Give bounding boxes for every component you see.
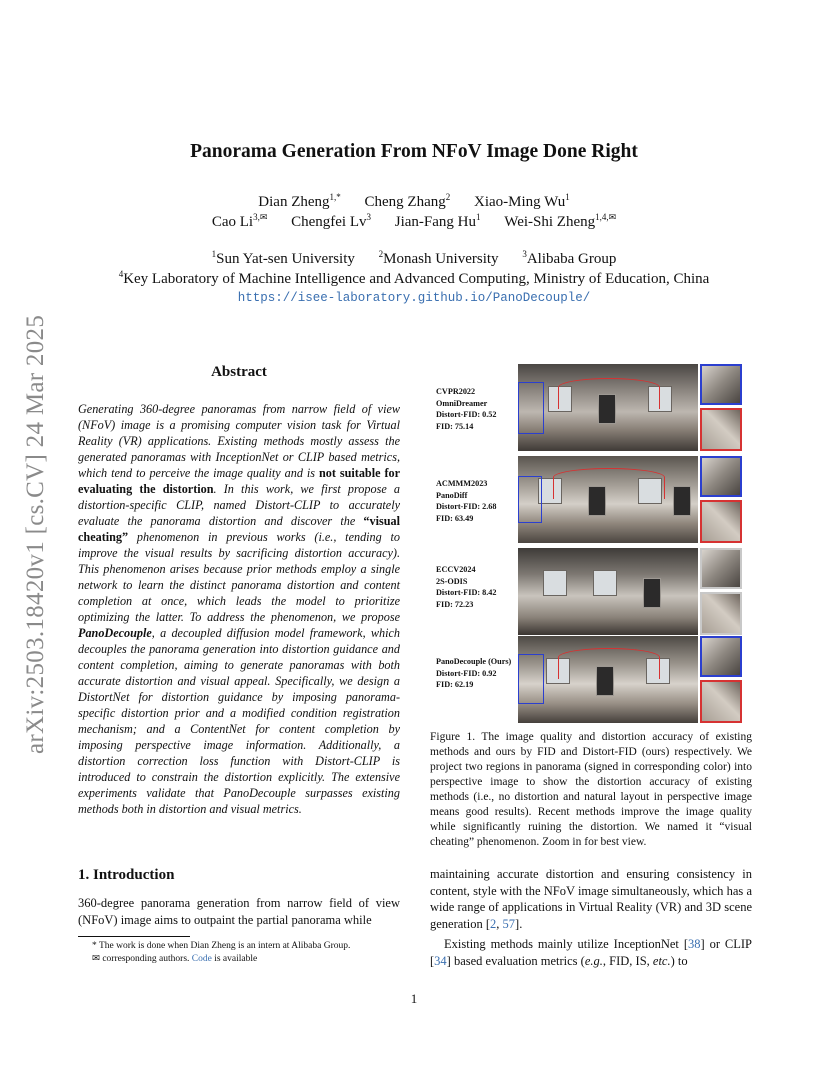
figure-1 bbox=[430, 364, 752, 724]
figure-row-label: PanoDecouple (Ours) Distort-FID: 0.92 FID: 62.19 bbox=[436, 657, 512, 689]
author: Dian Zheng$^{1,*}$ bbox=[258, 192, 341, 210]
footnotes bbox=[92, 940, 402, 965]
footnote-intern: * The work is done when Dian Zheng is an intern at Alibaba Group. bbox=[92, 941, 351, 951]
affiliation-line-1 bbox=[0, 251, 828, 268]
arxiv-watermark: arXiv:2503.18420v1 [cs.CV] 24 Mar 2025 bbox=[22, 314, 49, 754]
citation-link[interactable]: 34 bbox=[434, 953, 447, 968]
figure-row-label: CVPR2022 OmniDreamer Distort-FID: 0.52 FID: 75.14 bbox=[436, 387, 497, 431]
author: Xiao-Ming Wu$^1$ bbox=[474, 192, 570, 210]
panorama-image bbox=[518, 636, 698, 723]
perspective-view-blue bbox=[700, 456, 742, 497]
author: Cao $Li^{3,✉}$ bbox=[211, 212, 268, 230]
author: Jian-Fang Hu$^1$ bbox=[394, 212, 481, 230]
paper-title: Panorama Generation From NFoV Image Done Right bbox=[190, 141, 638, 162]
footnote-corresponding: ✉ corresponding authors. Code is available bbox=[92, 953, 258, 964]
code-link[interactable]: Code bbox=[191, 953, 212, 964]
author: Wei-Shi Zheng$^{1,4,✉}$ bbox=[504, 212, 617, 230]
figure-row bbox=[430, 548, 752, 635]
abstract-text: Generating 360-degree panoramas from narrow field of view (NFoV) image is a promising computer vision task for Virtual Reality (VR) applications. Existing methods mostly assess the generated panoramas with InceptionNet or CLIP based metrics, which tend to perceive the image quality and is not suitable for evaluating the distortion. In this work, we first propose a distortion-specific CLIP, named Distort-CLIP to accurately evaluate the panorama distortion and discover the “visual cheating” phenomenon in previous works (i.e., tending to improve the visual results by sacrificing distortion accuracy). This phenomenon arises because prior methods employ a single network to learn the distinct panorama distortion and content completion at once, which leads the model to prioritize optimizing the latter. To address the phenomenon, we propose PanoDecouple, a decoupled diffusion model framework, which decouples the panorama generation into distortion guidance and content completion, aiming to generate panoramas with both accurate distortion and visual appeal. Specifically, we design a DistortNet for distortion guidance by imposing panorama-specific distortion prior and a modified condition registration mechanism; and a ContentNet for content completion by imposing perspective image information. Additionally, a distortion correction loss function with Distort-CLIP is introduced to constrain the distortion explicitly. The extensive experiments validate that PanoDecouple surpasses existing methods both in distortion and visual metrics. bbox=[78, 402, 401, 816]
affiliation: $^1$Sun Yat-sen University bbox=[211, 249, 355, 267]
author: Cheng Zhang$^2$ bbox=[364, 192, 451, 210]
figure-row bbox=[430, 456, 752, 543]
paragraph: maintaining accurate distortion and ensuring consistency in content, style with the NFoV image simultaneously, which has a wide range of applications in Virtual Reality (VR) and 3D scene generation [2, 57]. bbox=[430, 867, 752, 931]
affiliation-line-2: $^4$Key Laboratory of Machine Intelligence and Advanced Computing, Ministry of Education, China bbox=[118, 269, 710, 287]
perspective-view-blue bbox=[700, 636, 742, 677]
perspective-view bbox=[700, 592, 742, 635]
perspective-view-red bbox=[700, 408, 742, 451]
figure-row bbox=[430, 364, 752, 451]
abstract-heading: Abstract bbox=[211, 364, 267, 380]
citation-link[interactable]: 2 bbox=[490, 916, 497, 931]
perspective-view-blue bbox=[700, 364, 742, 405]
introduction-text-left: 360-degree panorama generation from narrow field of view (NFoV) image aims to outpaint the partial panorama while bbox=[78, 896, 400, 927]
author: Chengfei Lv$^3$ bbox=[291, 212, 372, 230]
panorama-image bbox=[518, 456, 698, 543]
figure-row-label: ACMMM2023 PanoDiff Distort-FID: 2.68 FID: 63.49 bbox=[436, 479, 497, 523]
panorama-image bbox=[518, 364, 698, 451]
citation-link[interactable]: 57 bbox=[502, 916, 516, 931]
author-line-2 bbox=[0, 214, 828, 231]
affiliation: $^2$Monash University bbox=[378, 249, 499, 267]
figure-row-label: ECCV2024 2S-ODIS Distort-FID: 8.42 FID: 72.23 bbox=[436, 565, 497, 609]
author-line-1 bbox=[0, 194, 828, 211]
section-heading-introduction: 1. Introduction bbox=[78, 867, 175, 883]
figure-row bbox=[430, 636, 752, 723]
introduction-text-right bbox=[430, 866, 752, 969]
perspective-view-red bbox=[700, 500, 742, 543]
citation-link[interactable]: 38 bbox=[687, 937, 701, 951]
affiliation: $^3$Alibaba Group bbox=[522, 249, 617, 267]
figure-caption: Figure 1. The image quality and distortion accuracy of existing methods and ours by FID and Distort-FID (ours) respectively. We project two regions in panorama (signed in corresponding color) into perspective image to show the distortion accuracy of existing methods (i.e., no distortion and natural layout in perspective image means good results). Recent methods improve the image quality while significantly ruining the distortion. We named it “visual cheating” phenomenon. Zoom in for best view. bbox=[430, 731, 752, 848]
project-url-link[interactable]: https://isee-laboratory.github.io/PanoDecouple/ bbox=[237, 291, 591, 305]
page-number: 1 bbox=[410, 991, 418, 1006]
panorama-image bbox=[518, 548, 698, 635]
perspective-view-red bbox=[700, 680, 742, 723]
footnote-divider bbox=[78, 936, 190, 937]
perspective-view bbox=[700, 548, 742, 589]
paragraph: Existing methods mainly utilize InceptionNet [38] or CLIP [34] based evaluation metrics (e.g., FID, IS, etc.) to bbox=[430, 937, 752, 968]
